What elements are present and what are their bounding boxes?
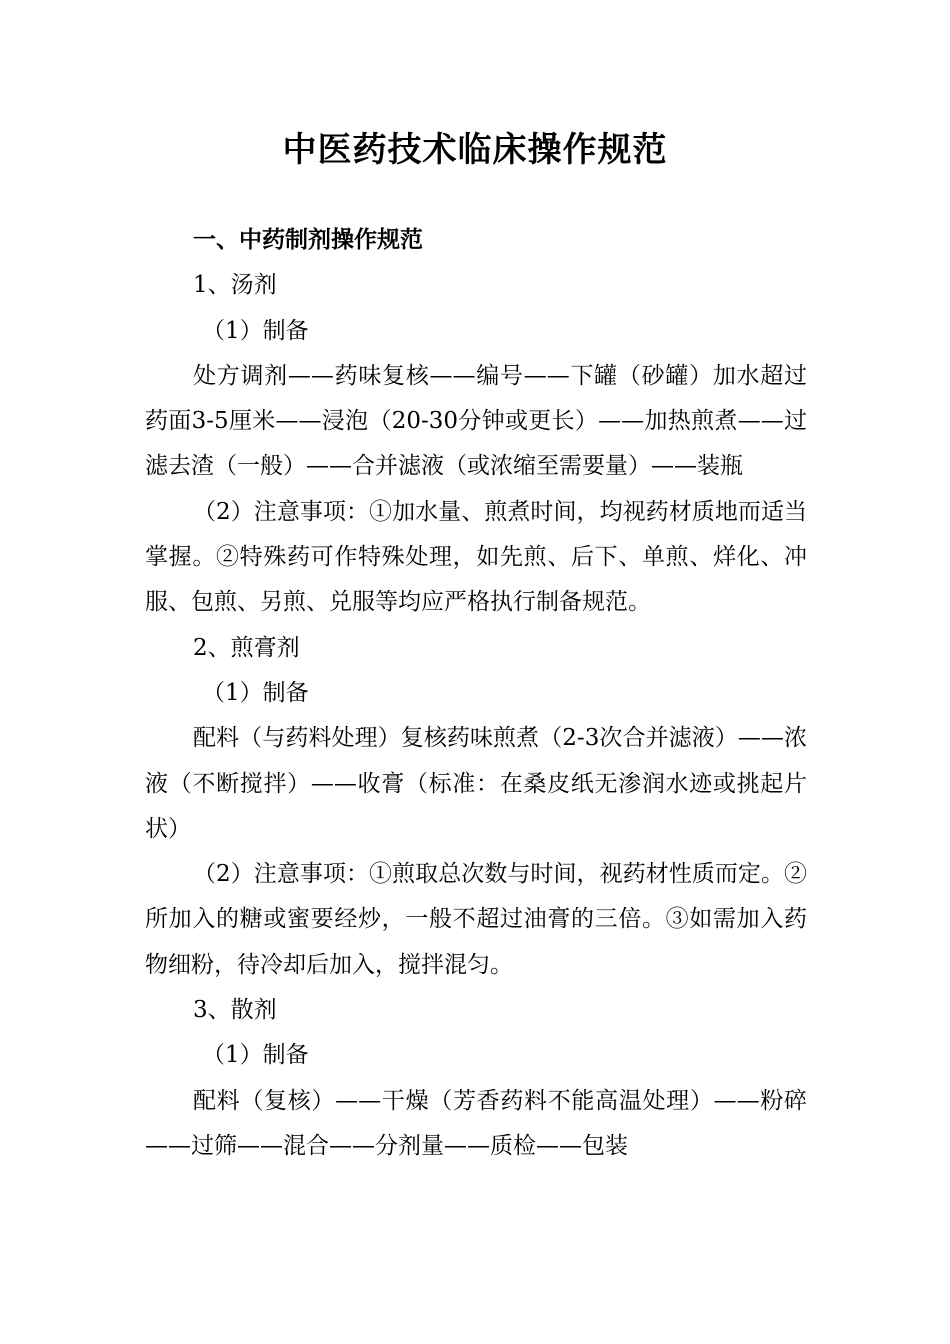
paragraph-paste-preparation: 配料（与药料处理）复核药味煎煮（2-3次合并滤液）——浓液（不断搅拌）——收膏（标准：在桑皮纸无渗润水迹或挑起片状） xyxy=(145,725,807,842)
document-body xyxy=(145,218,807,1169)
subheading-powder-preparation: （1）制备 xyxy=(202,1042,309,1069)
paragraph-decoction-preparation: 处方调剂——药味复核——编号——下罐（砂罐）加水超过药面3-5厘米——浸泡（20-30分钟或更长）——加热煎煮——过滤去渣（一般）——合并滤液（或浓缩至需要量）——装瓶 xyxy=(145,362,807,480)
paragraph-powder-preparation: 配料（复核）——干燥（芳香药料不能高温处理）——粉碎——过筛——混合——分剂量——质检——包装 xyxy=(145,1087,807,1159)
subheading-decoction-preparation: （1）制备 xyxy=(202,317,309,344)
item-heading-decoction: 1、汤剂 xyxy=(193,272,277,299)
item-heading-powder: 3、散剂 xyxy=(193,997,277,1024)
subheading-paste-preparation: （1）制备 xyxy=(202,679,309,706)
item-heading-paste: 2、煎膏剂 xyxy=(193,634,300,661)
document-title: 中医药技术临床操作规范 xyxy=(282,130,668,170)
paragraph-paste-notes: （2）注意事项：①煎取总次数与时间，视药材性质而定。②所加入的糖或蜜要经炒，一般不超过油膏的三倍。③如需加入药物细粉，待冷却后加入，搅拌混匀。 xyxy=(145,861,807,978)
section-heading-preparation-norms: 一、中药制剂操作规范 xyxy=(193,227,423,253)
paragraph-decoction-notes: （2）注意事项：①加水量、煎煮时间，均视药材质地而适当掌握。②特殊药可作特殊处理，如先煎、后下、单煎、烊化、冲服、包煎、另煎、兑服等均应严格执行制备规范。 xyxy=(145,498,807,616)
